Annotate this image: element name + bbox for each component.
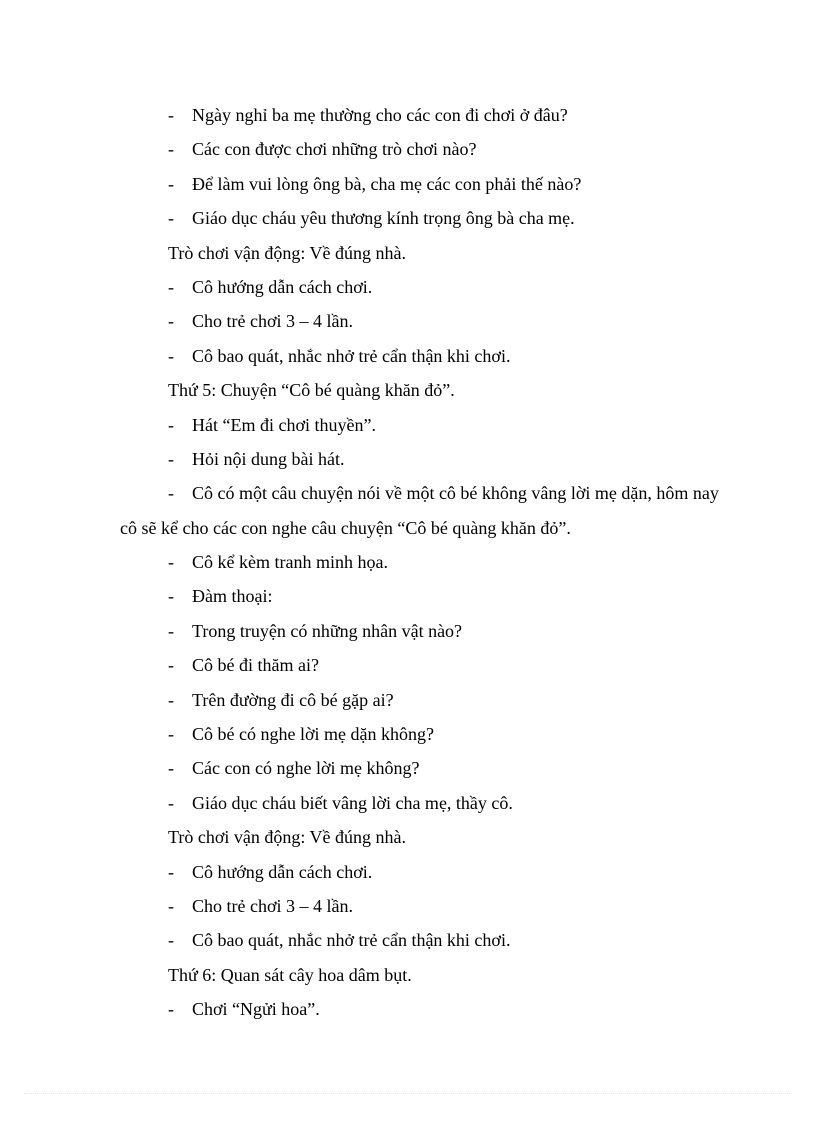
line-text: Để làm vui lòng ông bà, cha mẹ các con phải thế nào? [192,173,582,194]
list-item [0,719,816,753]
bullet-dash: - [168,689,174,710]
bullet-dash: - [168,414,174,435]
bullet-dash: - [168,724,174,745]
line-text: Cô bao quát, nhắc nhở trẻ cẩn thận khi chơi. [192,930,511,951]
bullet-dash: - [168,552,174,573]
bullet-dash: - [168,483,174,504]
line-text: Cô bé đi thăm ai? [192,655,319,676]
line-text: Trong truyện có những nhân vật nào? [192,620,463,641]
line-text: Thứ 6: Quan sát cây hoa dâm bụt. [168,964,412,985]
line-text: Đàm thoại: [192,586,273,607]
bullet-dash: - [168,895,174,916]
bullet-dash: - [168,448,174,469]
bullet-dash: - [168,620,174,641]
paragraph-continuation-line [0,513,816,547]
section-heading [0,375,816,409]
list-item [0,788,816,822]
bullet-dash: - [168,173,174,194]
line-text: Chơi “Ngửi hoa”. [192,999,320,1020]
page-bottom-divider [24,1093,792,1094]
bullet-dash: - [168,105,174,125]
list-item [0,925,816,959]
line-text: Trò chơi vận động: Về đúng nhà. [168,242,407,263]
bullet-dash: - [168,139,174,160]
line-text: Thứ 5: Chuyện “Cô bé quàng khăn đỏ”. [168,380,455,401]
line-text: Cho trẻ chơi 3 – 4 lần. [192,311,353,332]
line-text: Cô có một câu chuyện nói về một cô bé không vâng lời mẹ dặn, hôm nay [192,483,719,504]
bullet-dash: - [168,276,174,297]
bullet-dash: - [168,586,174,607]
list-item [0,547,816,581]
list-item [0,444,816,478]
list-item [0,753,816,787]
bullet-dash: - [168,345,174,366]
list-item [0,410,816,444]
line-text: Cô kể kèm tranh minh họa. [192,552,388,573]
line-text: Các con được chơi những trò chơi nào? [192,139,477,160]
list-item [0,994,816,1028]
list-item [0,272,816,306]
line-text: Cô hướng dẫn cách chơi. [192,861,373,882]
line-text: Giáo dục cháu biết vâng lời cha mẹ, thầy cô. [192,792,513,813]
bullet-dash: - [168,930,174,951]
bullet-dash: - [168,758,174,779]
list-item [0,203,816,237]
list-item [0,616,816,650]
bullet-dash: - [168,999,174,1020]
line-text: Hát “Em đi chơi thuyền”. [192,414,376,435]
line-text: Cho trẻ chơi 3 – 4 lần. [192,895,353,916]
line-text: Giáo dục cháu yêu thương kính trọng ông bà cha mẹ. [192,208,575,229]
list-item [0,857,816,891]
list-item [0,100,816,134]
line-text: Trò chơi vận động: Về đúng nhà. [168,827,407,848]
bullet-dash: - [168,861,174,882]
list-item [0,891,816,925]
line-text: Cô bé có nghe lời mẹ dặn không? [192,724,434,745]
list-item [0,341,816,375]
line-text: Cô hướng dẫn cách chơi. [192,276,373,297]
line-text: Trên đường đi cô bé gặp ai? [192,689,394,710]
bullet-dash: - [168,792,174,813]
list-item [0,581,816,615]
list-item [0,134,816,168]
list-item [0,685,816,719]
list-item [0,306,816,340]
bullet-dash: - [168,655,174,676]
bullet-dash: - [168,311,174,332]
document-body [0,100,816,1029]
section-heading [0,822,816,856]
section-heading [0,960,816,994]
line-text: Hỏi nội dung bài hát. [192,448,345,469]
bullet-dash: - [168,208,174,229]
line-text: Ngày nghỉ ba mẹ thường cho các con đi chơi ở đâu? [192,105,568,125]
line-text: Các con có nghe lời mẹ không? [192,758,420,779]
paragraph-first-line [0,478,816,512]
list-item [0,169,816,203]
line-text: Cô bao quát, nhắc nhở trẻ cẩn thận khi chơi. [192,345,511,366]
line-text: cô sẽ kể cho các con nghe câu chuyện “Cô bé quàng khăn đỏ”. [120,517,571,538]
section-heading [0,238,816,272]
list-item [0,650,816,684]
